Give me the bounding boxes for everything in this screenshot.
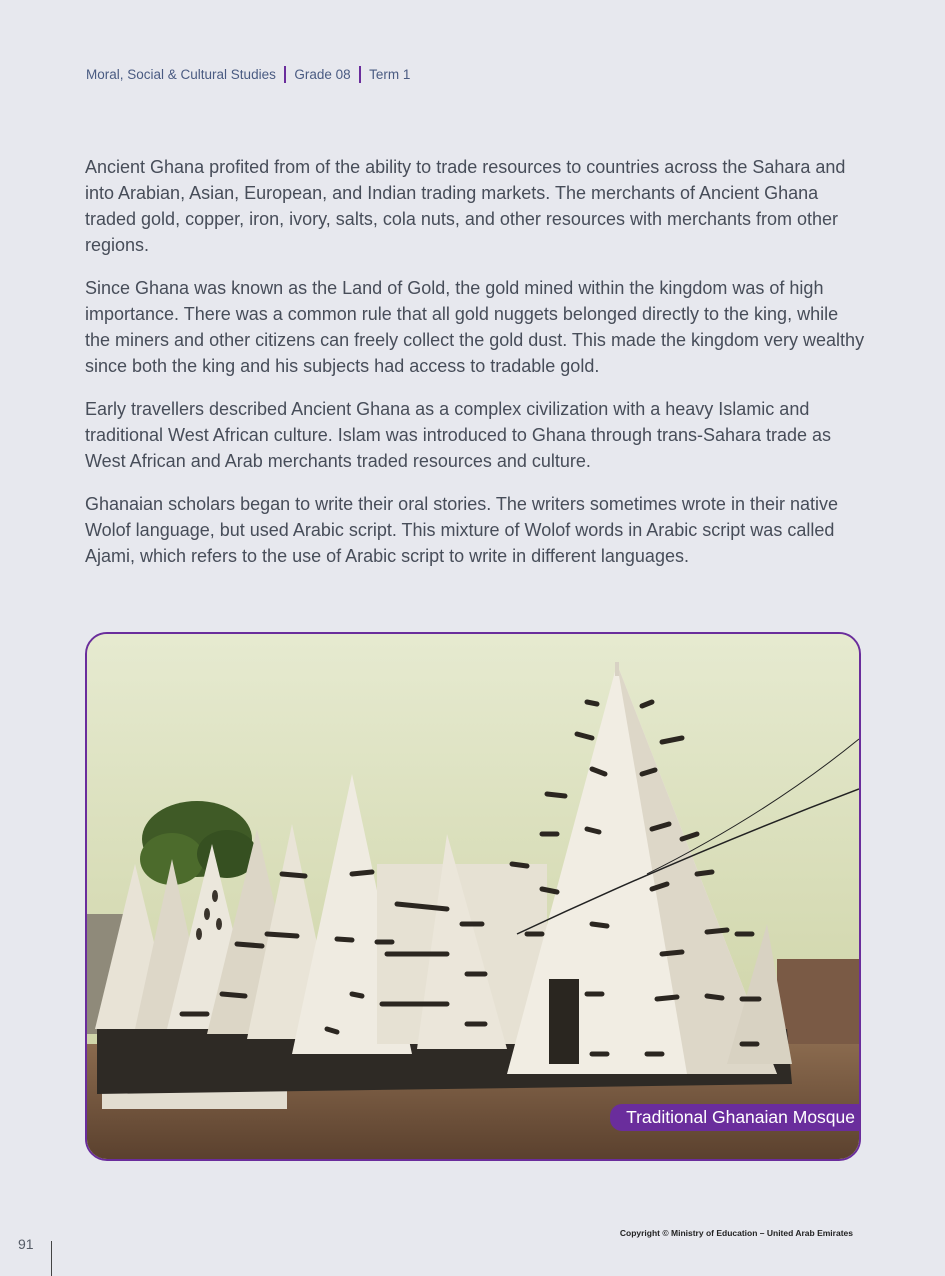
page-number-divider: [51, 1241, 52, 1276]
header-grade: Grade 08: [294, 67, 351, 82]
paragraph-gold: Since Ghana was known as the Land of Gold, the gold mined within the kingdom was of high importance. There was a common rule that all gold nuggets belonged directly to the king, while the miners and other citizens can freely collect the gold dust. This made the kingdom very wealthy since both the king and his subjects had access to tradable gold.: [85, 278, 865, 376]
paragraph-ajami: Ghanaian scholars began to write their oral stories. The writers sometimes wrote in their native Wolof language, but used Arabic script. This mixture of Wolof words in Arabic script was called Ajami, which refers to the use of Arabic script to write in different languages.: [85, 494, 839, 566]
mosque-illustration: [87, 634, 859, 1159]
paragraph-trade: Ancient Ghana profited from of the ability to trade resources to countries across the Sahara and into Arabian, Asian, European, and Indian trading markets. The merchants of Ancient Ghana traded gold, copper, iron, ivory, salts, cola nuts, and other resources with merchants from other regions.: [85, 157, 846, 255]
running-header: [86, 66, 410, 83]
main-text: [85, 154, 865, 586]
header-divider: [284, 66, 287, 83]
page-number: 91: [18, 1236, 34, 1252]
header-divider: [359, 66, 362, 83]
header-subject: Moral, Social & Cultural Studies: [86, 67, 276, 82]
paragraph-islam: Early travellers described Ancient Ghana as a complex civilization with a heavy Islamic and traditional West African culture. Islam was introduced to Ghana through trans-Sahara trade as West African and Arab merchants traded resources and culture.: [85, 399, 832, 471]
header-term: Term 1: [369, 67, 411, 82]
copyright-notice: Copyright © Ministry of Education – United Arab Emirates: [619, 1228, 853, 1238]
figure-caption: Traditional Ghanaian Mosque: [610, 1104, 859, 1131]
mosque-photo: [85, 632, 861, 1161]
